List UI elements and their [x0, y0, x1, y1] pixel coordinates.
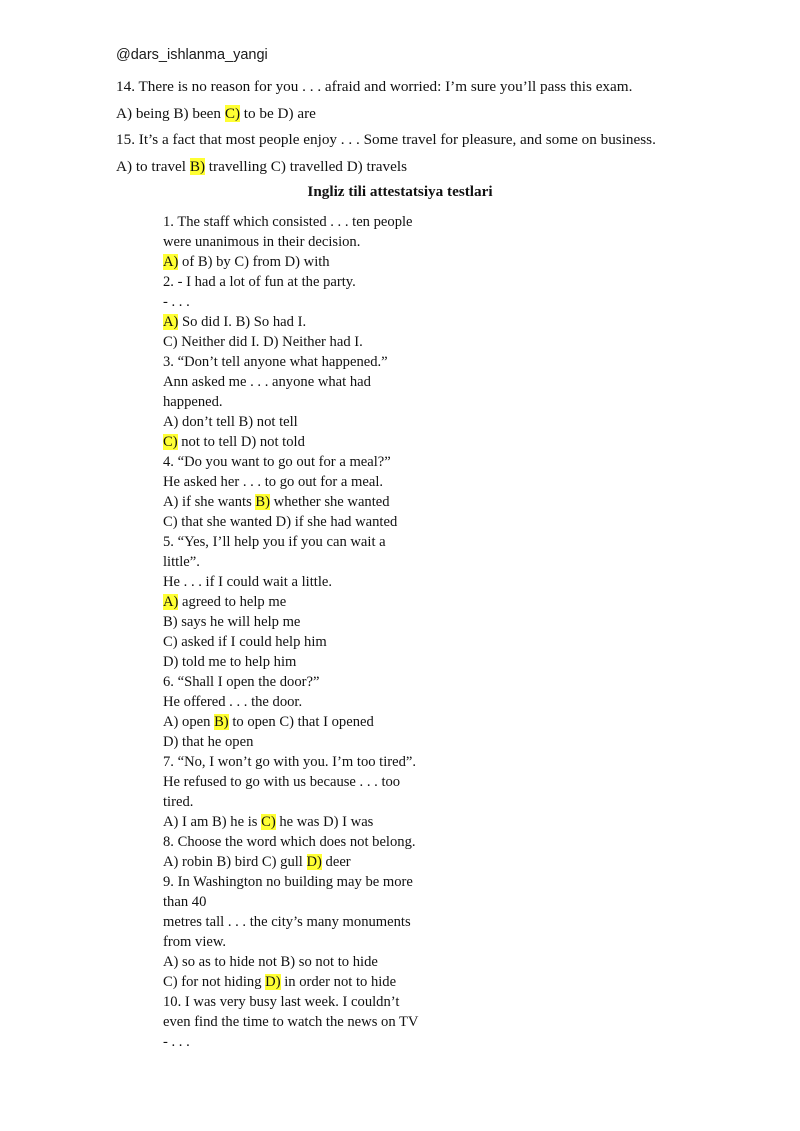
- text-line: [163, 592, 483, 612]
- line-text: C) Neither did I. D) Neither had I.: [163, 334, 363, 350]
- text-line: [116, 74, 786, 101]
- highlighted-answer: B): [189, 157, 205, 175]
- line-text: in order not to hide: [280, 974, 397, 990]
- line-text: deer: [321, 854, 351, 870]
- text-line: [163, 692, 483, 712]
- line-text: metres tall . . . the city’s many monuments: [163, 914, 411, 930]
- text-line: [163, 832, 483, 852]
- line-text: 5. “Yes, I’ll help you if you can wait a: [163, 534, 386, 550]
- line-text: He refused to go with us because . . . too: [163, 774, 401, 790]
- text-line: [163, 972, 483, 992]
- line-text: A) if she wants: [163, 494, 256, 510]
- text-line: [163, 652, 483, 672]
- line-text: A) open: [163, 714, 215, 730]
- line-text: A) I am B) he is: [163, 814, 262, 830]
- text-line: [163, 732, 483, 752]
- line-text: 14. There is no reason for you . . . afraid and worried: I’m sure you’ll pass this exam.: [116, 78, 633, 95]
- text-line: [163, 472, 483, 492]
- question-list: [163, 212, 483, 1052]
- line-text: 9. In Washington no building may be more: [163, 874, 413, 890]
- line-text: 6. “Shall I open the door?”: [163, 674, 320, 690]
- preceding-questions: [116, 74, 786, 180]
- highlighted-answer: D): [265, 974, 281, 990]
- line-text: C) asked if I could help him: [163, 634, 327, 650]
- line-text: 7. “No, I won’t go with you. I’m too tired”.: [163, 754, 417, 770]
- line-text: A) to travel: [116, 157, 190, 175]
- line-text: He asked her . . . to go out for a meal.: [163, 474, 384, 490]
- text-line: [163, 892, 483, 912]
- line-text: of B) by C) from D) with: [178, 254, 330, 270]
- line-text: A) don’t tell B) not tell: [163, 414, 298, 430]
- line-text: D) that he open: [163, 734, 254, 750]
- line-text: C) for not hiding: [163, 974, 266, 990]
- highlighted-answer: C): [261, 814, 276, 830]
- text-line: [163, 632, 483, 652]
- line-text: whether she wanted: [270, 494, 390, 510]
- text-line: [163, 252, 483, 272]
- text-line: [163, 452, 483, 472]
- text-line: [163, 572, 483, 592]
- line-text: - . . .: [163, 1034, 190, 1050]
- line-text: A) being B) been: [116, 104, 225, 122]
- line-text: he was D) I was: [275, 814, 374, 830]
- text-line: [163, 552, 483, 572]
- section-title: Ingliz tili attestatsiya testlari: [307, 183, 493, 200]
- line-text: 2. - I had a lot of fun at the party.: [163, 274, 356, 290]
- text-line: [163, 812, 483, 832]
- highlighted-answer: B): [255, 494, 271, 510]
- text-line: [163, 612, 483, 632]
- line-text: He . . . if I could wait a little.: [163, 574, 332, 590]
- line-text: 8. Choose the word which does not belong.: [163, 834, 416, 850]
- text-line: [163, 292, 483, 312]
- text-line: [163, 372, 483, 392]
- text-line: [163, 932, 483, 952]
- text-line: [163, 532, 483, 552]
- line-text: A) robin B) bird C) gull: [163, 854, 307, 870]
- line-text: 3. “Don’t tell anyone what happened.”: [163, 354, 388, 370]
- line-text: were unanimous in their decision.: [163, 234, 361, 250]
- text-line: [163, 272, 483, 292]
- text-line: [163, 492, 483, 512]
- line-text: 1. The staff which consisted . . . ten people: [163, 214, 413, 230]
- text-line: [163, 412, 483, 432]
- highlighted-answer: D): [306, 854, 322, 870]
- line-text: than 40: [163, 894, 207, 910]
- text-line: [163, 912, 483, 932]
- line-text: 15. It’s a fact that most people enjoy . . . Some travel for pleasure, and some on business.: [116, 131, 656, 148]
- text-line: [163, 952, 483, 972]
- text-line: [163, 992, 483, 1012]
- text-line: [163, 1012, 483, 1032]
- text-line: [163, 232, 483, 252]
- line-text: tired.: [163, 794, 194, 810]
- highlighted-answer: C): [224, 104, 240, 122]
- line-text: D) told me to help him: [163, 654, 297, 670]
- line-text: little”.: [163, 554, 200, 570]
- text-line: [116, 127, 786, 154]
- line-text: So did I. B) So had I.: [178, 314, 307, 330]
- text-line: [116, 101, 786, 128]
- text-line: [163, 1032, 483, 1052]
- channel-handle: @dars_ishlanma_yangi: [116, 47, 268, 63]
- text-line: [163, 512, 483, 532]
- line-text: 4. “Do you want to go out for a meal?”: [163, 454, 391, 470]
- line-text: not to tell D) not told: [177, 434, 305, 450]
- text-line: [163, 772, 483, 792]
- line-text: B) says he will help me: [163, 614, 301, 630]
- line-text: A) so as to hide not B) so not to hide: [163, 954, 378, 970]
- highlighted-answer: C): [163, 434, 178, 450]
- line-text: even find the time to watch the news on TV: [163, 1014, 419, 1030]
- text-line: [163, 792, 483, 812]
- text-line: [116, 154, 786, 181]
- text-line: [163, 432, 483, 452]
- line-text: to be D) are: [240, 104, 316, 122]
- text-line: [163, 392, 483, 412]
- text-line: [163, 672, 483, 692]
- text-line: [163, 352, 483, 372]
- line-text: He offered . . . the door.: [163, 694, 303, 710]
- highlighted-answer: B): [214, 714, 229, 730]
- line-text: 10. I was very busy last week. I couldn’t: [163, 994, 400, 1010]
- line-text: travelling C) travelled D) travels: [205, 157, 408, 175]
- line-text: - . . .: [163, 294, 190, 310]
- highlighted-answer: A): [163, 254, 179, 270]
- text-line: [163, 752, 483, 772]
- text-line: [163, 872, 483, 892]
- line-text: from view.: [163, 934, 227, 950]
- line-text: to open C) that I opened: [228, 714, 374, 730]
- line-text: Ann asked me . . . anyone what had: [163, 374, 371, 390]
- text-line: [163, 212, 483, 232]
- line-text: happened.: [163, 394, 223, 410]
- text-line: [163, 332, 483, 352]
- highlighted-answer: A): [163, 594, 179, 610]
- text-line: [163, 312, 483, 332]
- text-line: [163, 852, 483, 872]
- line-text: C) that she wanted D) if she had wanted: [163, 514, 398, 530]
- highlighted-answer: A): [163, 314, 179, 330]
- line-text: agreed to help me: [178, 594, 287, 610]
- text-line: [163, 712, 483, 732]
